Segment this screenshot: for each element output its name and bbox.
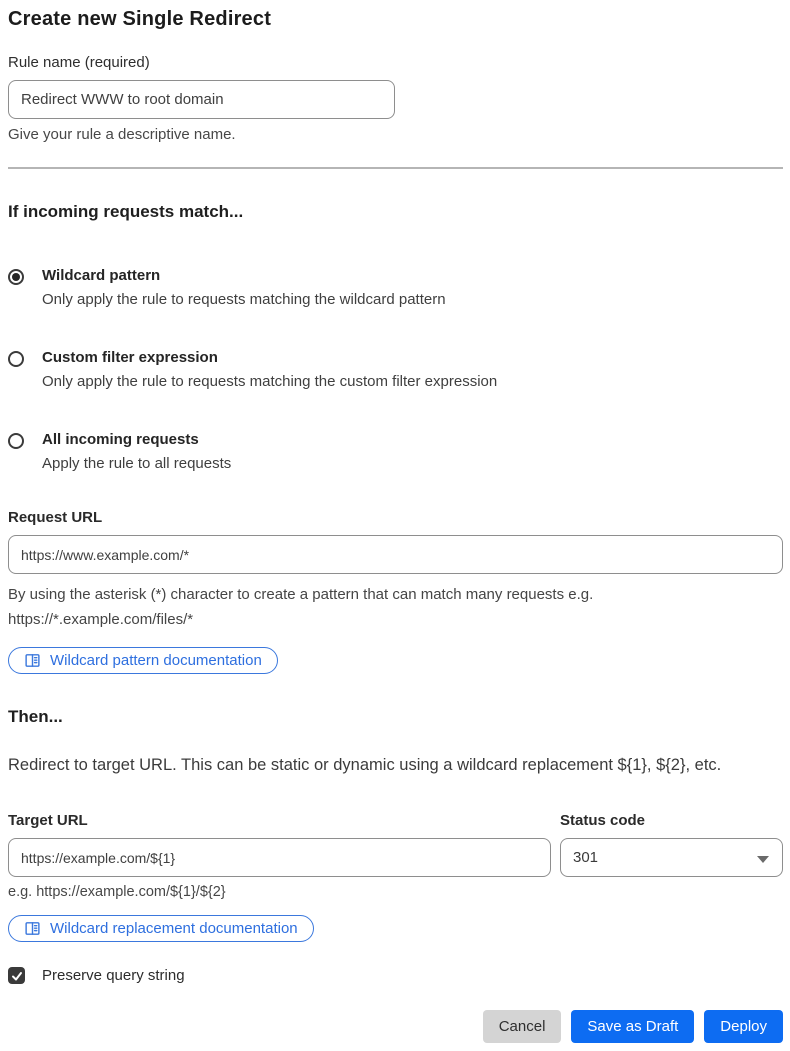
- wildcard-replacement-documentation-button[interactable]: [8, 915, 314, 942]
- preserve-query-string-label: Preserve query string: [42, 967, 185, 984]
- request-url-help-line2: https://*.example.com/files/*: [8, 611, 194, 628]
- target-url-input[interactable]: [8, 838, 551, 877]
- chevron-down-icon: [757, 856, 769, 863]
- request-url-label: Request URL: [8, 509, 103, 526]
- deploy-button[interactable]: Deploy: [704, 1010, 783, 1043]
- target-url-help: e.g. https://example.com/${1}/${2}: [8, 884, 226, 900]
- status-code-label: Status code: [560, 812, 646, 829]
- preserve-query-string-row[interactable]: [8, 967, 783, 984]
- radio-description: Apply the rule to all requests: [42, 455, 232, 472]
- radio-button-icon[interactable]: [8, 351, 24, 367]
- request-url-help-line1: By using the asterisk (*) character to create a pattern that can match many requests e.g.: [8, 586, 594, 603]
- book-icon: [24, 920, 41, 937]
- radio-button-icon[interactable]: [8, 269, 24, 285]
- footer-action-bar: [8, 1010, 783, 1043]
- match-type-radio-group: [8, 267, 783, 472]
- radio-option-custom-filter-expression[interactable]: [8, 349, 783, 390]
- then-description: Redirect to target URL. This can be static or dynamic using a wildcard replacement ${1}, ${2}, etc.: [8, 756, 722, 774]
- radio-description: Only apply the rule to requests matching the custom filter expression: [42, 373, 498, 390]
- radio-label: Custom filter expression: [42, 349, 218, 366]
- rule-name-help: Give your rule a descriptive name.: [8, 126, 236, 143]
- section-divider: [8, 167, 783, 169]
- status-code-select[interactable]: [560, 838, 783, 877]
- then-section-heading: Then...: [8, 707, 63, 726]
- book-icon: [24, 652, 41, 669]
- radio-option-all-incoming-requests[interactable]: [8, 431, 783, 472]
- doc-button-label: Wildcard replacement documentation: [50, 920, 298, 937]
- request-url-input[interactable]: [8, 535, 783, 574]
- status-code-selected-value: 301: [573, 849, 599, 866]
- radio-label: All incoming requests: [42, 431, 199, 448]
- target-url-label: Target URL: [8, 812, 88, 829]
- cancel-button[interactable]: Cancel: [483, 1010, 562, 1043]
- radio-option-wildcard-pattern[interactable]: [8, 267, 783, 308]
- rule-name-input[interactable]: [8, 80, 395, 119]
- wildcard-pattern-documentation-button[interactable]: [8, 647, 278, 674]
- radio-description: Only apply the rule to requests matching the wildcard pattern: [42, 291, 446, 308]
- rule-name-label: Rule name (required): [8, 54, 150, 71]
- radio-label: Wildcard pattern: [42, 267, 161, 284]
- page-title: Create new Single Redirect: [8, 8, 272, 30]
- radio-button-icon[interactable]: [8, 433, 24, 449]
- request-url-help: [8, 582, 783, 632]
- save-as-draft-button[interactable]: Save as Draft: [571, 1010, 694, 1043]
- checkbox-checked-icon[interactable]: [8, 967, 25, 984]
- match-section-heading: If incoming requests match...: [8, 202, 244, 221]
- target-and-status-row: [8, 775, 783, 900]
- doc-button-label: Wildcard pattern documentation: [50, 652, 262, 669]
